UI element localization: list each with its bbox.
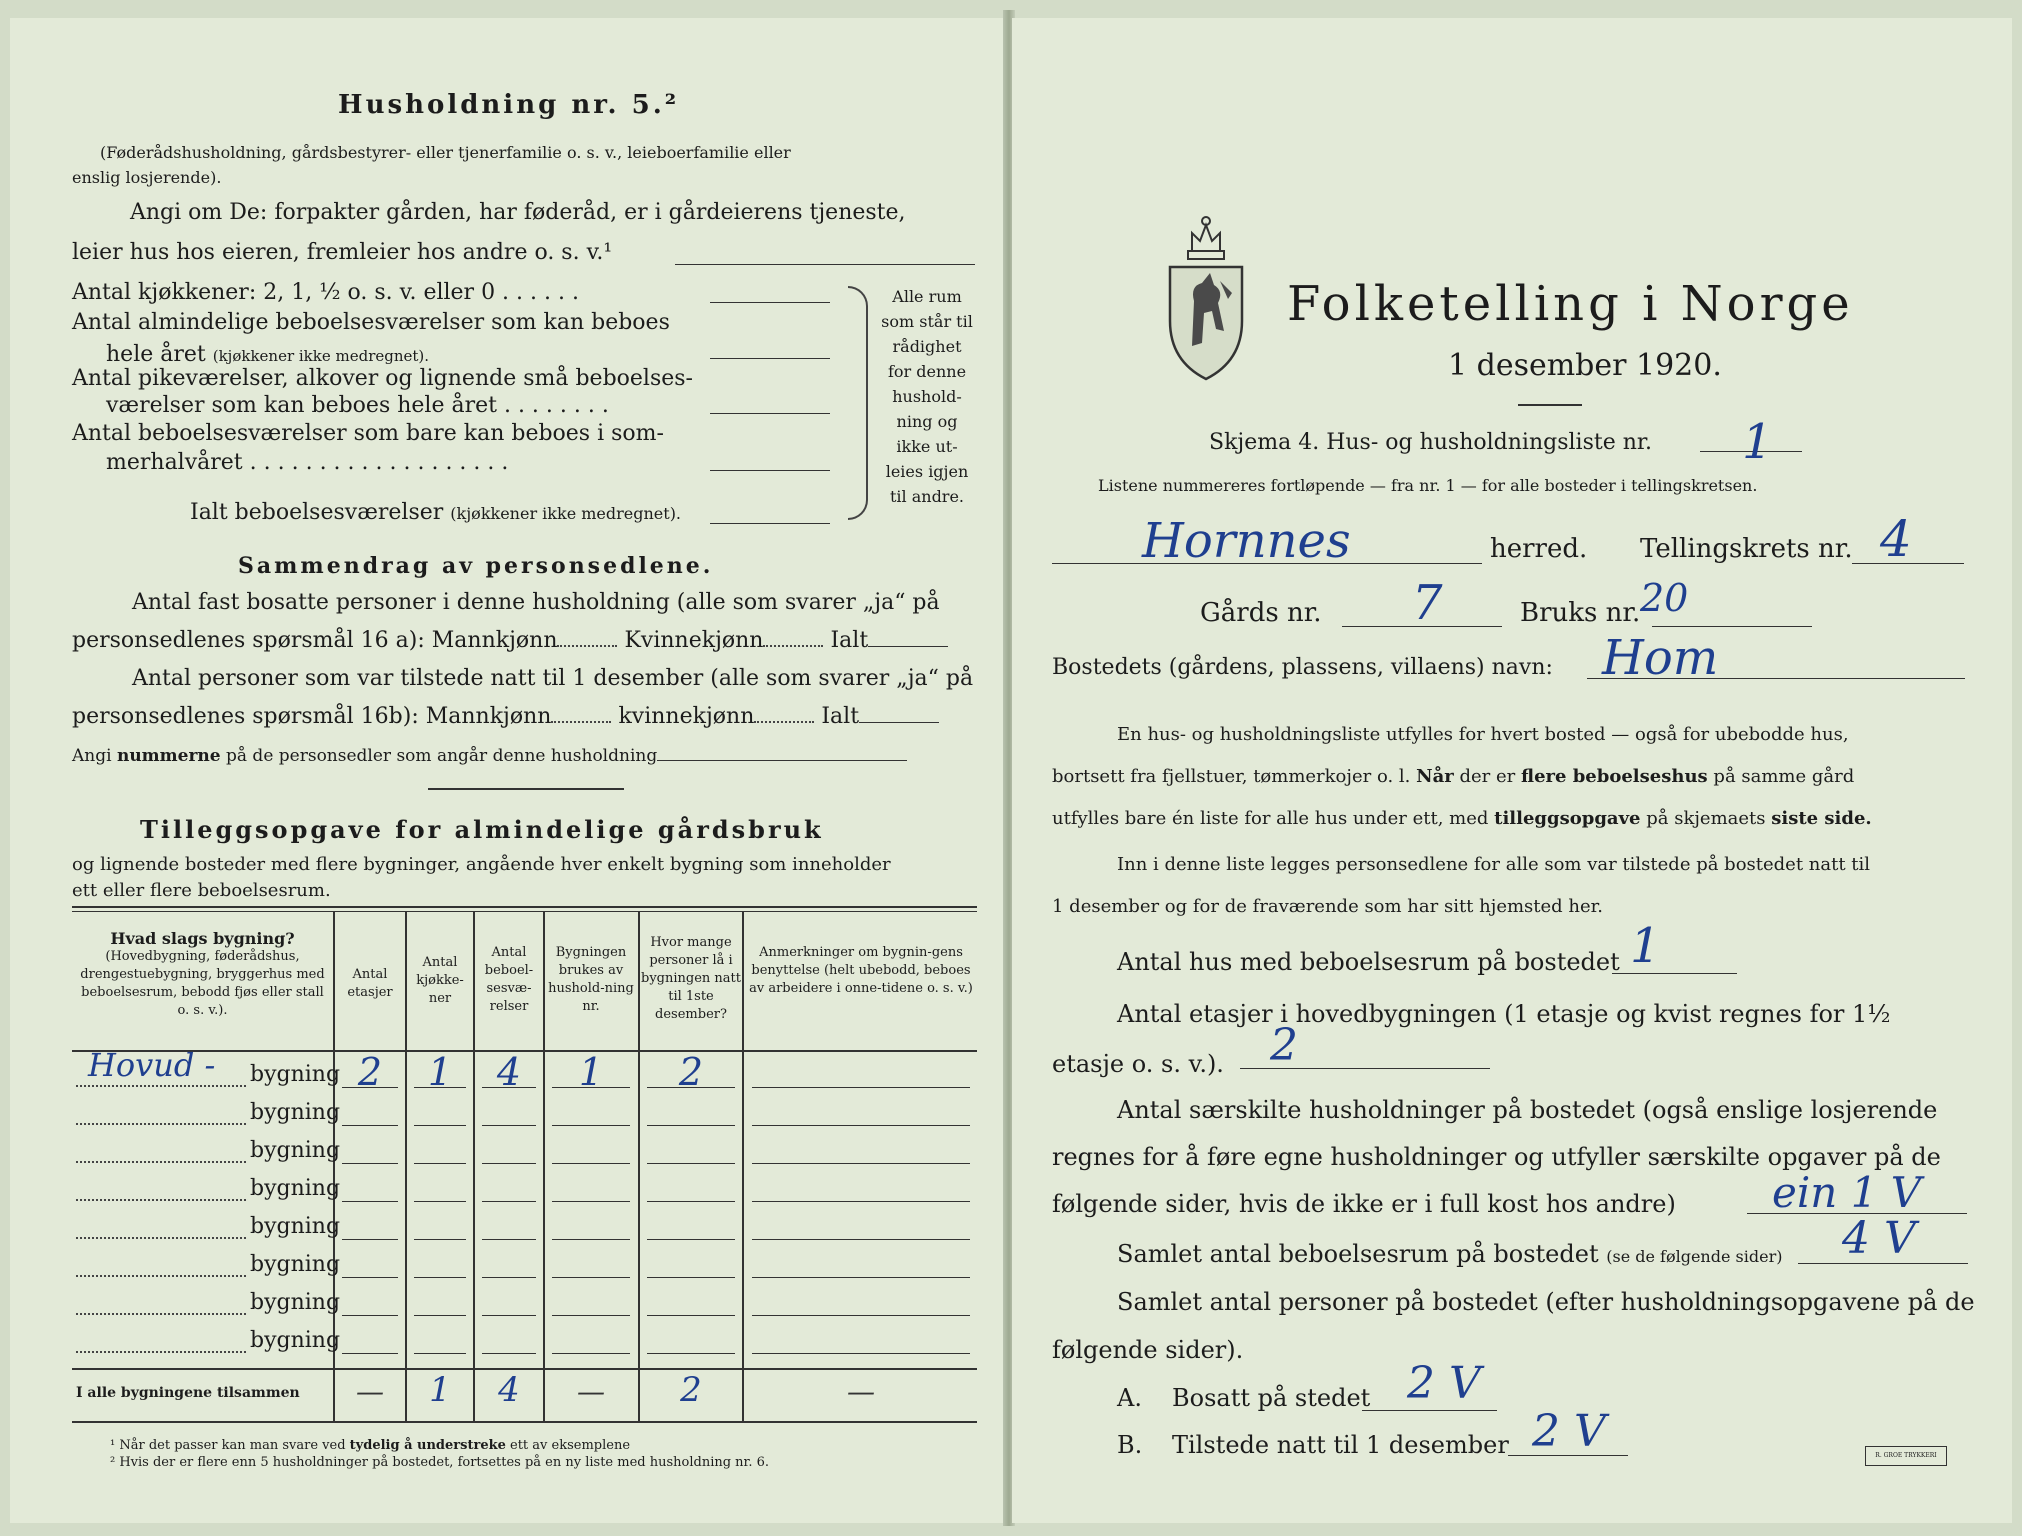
q-rooms: Samlet antal beboelsesrum på bostedet (se de følgende sider) <box>1117 1240 1783 1268</box>
a-text: Bosatt på stedet <box>1172 1384 1371 1412</box>
row-cell-personer: 2 <box>678 1050 704 1094</box>
tellingskrets-number: 4 <box>1880 510 1912 568</box>
total-husholdning: — <box>577 1375 605 1408</box>
summary-title: Sammendrag av personsedlene. <box>238 553 714 579</box>
bruks-label: Bruks nr. <box>1520 598 1641 628</box>
supp-line2: ett eller flere beboelsesrum. <box>72 880 331 901</box>
total-vaerelser: 4 <box>498 1370 520 1410</box>
row-suffix: bygning <box>250 1328 341 1353</box>
instr3: utfylles bare én liste for alle hus under ett, med tilleggsopgave på skjemaets siste side. <box>1052 808 1872 829</box>
side-note-line: til andre. <box>889 487 965 506</box>
row-suffix: bygning <box>250 1290 341 1315</box>
side-note-line: som står til <box>881 312 973 331</box>
total-etasjer: — <box>356 1375 384 1408</box>
row-cell-kjokkener: 1 <box>427 1050 453 1094</box>
col-header-etasjer: Antal etasjer <box>347 967 393 1000</box>
total-rooms-line: Ialt beboelsesværelser (kjøkkener ikke medregnet). <box>190 500 682 525</box>
kitchen-line: Antal kjøkkener: 2, 1, ½ o. s. v. eller 0 . . . . . . <box>72 280 579 305</box>
tellingskrets-label: Tellingskrets nr. <box>1640 534 1853 564</box>
q-floors2: etasje o. s. v.). <box>1052 1050 1224 1078</box>
form-title: Folketelling i Norge <box>1287 276 1854 332</box>
rooms-line1: Antal almindelige beboelsesværelser som kan beboes <box>72 310 670 335</box>
row-cell-husholdning: 1 <box>578 1050 604 1094</box>
q-persons1: Samlet antal personer på bostedet (efter husholdningsopgavene på de <box>1117 1288 1975 1316</box>
q-hh2: regnes for å føre egne husholdninger og utfyller særskilte opgaver på de <box>1052 1143 1941 1171</box>
schema-line: Skjema 4. Hus- og husholdningsliste nr. <box>1209 430 1652 455</box>
row-suffix: bygning <box>250 1062 341 1087</box>
gards-label: Gårds nr. <box>1200 598 1322 628</box>
row-cell-vaerelser: 4 <box>496 1050 522 1094</box>
b-value: 2 V <box>1532 1406 1606 1457</box>
household-paren: (Føderådshusholdning, gårdsbestyrer- eller tjenerfamilie o. s. v., leieboerfamilie eller <box>100 143 791 162</box>
gards-number: 7 <box>1412 575 1443 631</box>
col-header-kjokkener: Antal kjøkke-ner <box>416 955 464 1006</box>
total-kjokkener: 1 <box>429 1370 451 1410</box>
instr4: Inn i denne liste legges personsedlene for alle som var tilstede på bostedet natt til <box>1117 854 1871 875</box>
left-page <box>10 18 1006 1523</box>
row-suffix: bygning <box>250 1214 341 1239</box>
sum-line4: personsedlenes spørsmål 16b): Mannkjønn kvinnekjønn Ialt <box>72 704 939 729</box>
angi-line2: leier hus hos eieren, fremleier hos andre o. s. v.¹ <box>72 240 613 265</box>
a-label: A. <box>1117 1384 1142 1412</box>
q-hh3: følgende sider, hvis de ikke er i full kost hos andre) <box>1052 1190 1676 1218</box>
supp-line1: og lignende bosteder med flere bygninger, angående hver enkelt bygning som inneholder <box>72 854 891 875</box>
side-note-line: Alle rum <box>892 287 962 306</box>
form-date: 1 desember 1920. <box>1448 348 1722 383</box>
supplement-title: Tilleggsopgave for almindelige gårdsbruk <box>140 815 824 844</box>
q-persons2: følgende sider). <box>1052 1336 1244 1364</box>
sum-line2: personsedlenes spørsmål 16 a): Mannkjønn Kvinnekjønn Ialt <box>72 628 948 653</box>
side-note-line: leies igjen <box>885 462 969 481</box>
herred-label: herred. <box>1490 534 1588 564</box>
maid-line1: Antal pikeværelser, alkover og lignende små beboelses- <box>72 366 693 391</box>
q-hh-value: ein 1 V <box>1772 1168 1922 1217</box>
side-note-line: rådighet <box>892 337 962 356</box>
total-anm: — <box>847 1375 875 1408</box>
q-hh1: Antal særskilte husholdninger på bostedet (også enslige losjerende <box>1117 1096 1938 1124</box>
footnote2: ² Hvis der er flere enn 5 husholdninger på bostedet, fortsettes på en ny liste med husholdning nr. 6. <box>110 1455 770 1470</box>
maid-line2: værelser som kan beboes hele året . . . . . . . . <box>106 393 609 418</box>
row-suffix: bygning <box>250 1252 341 1277</box>
coat-of-arms-icon <box>1162 211 1250 381</box>
col-header-anm: Anmerkninger om bygnin-gens benyttelse (helt ubebodd, beboes av arbeidere i onne-tidene o. s. v.) <box>749 945 973 996</box>
a-value: 2 V <box>1407 1358 1481 1409</box>
row-building-type: Hovud - <box>88 1046 216 1084</box>
schema-number: 1 <box>1742 414 1773 470</box>
bosted-label: Bostedets (gårdens, plassens, villaens) navn: <box>1052 655 1553 680</box>
q-floors-value: 2 <box>1270 1020 1298 1071</box>
rooms-line2: hele året (kjøkkener ikke medregnet). <box>106 342 430 367</box>
summer-line1: Antal beboelsesværelser som bare kan beboes i som- <box>72 421 664 446</box>
row-cell-etasjer: 2 <box>357 1050 383 1094</box>
total-row-label: I alle bygningene tilsammen <box>76 1385 300 1401</box>
bruks-number: 20 <box>1640 576 1689 620</box>
q-floors1: Antal etasjer i hovedbygningen (1 etasje og kvist regnes for 1½ <box>1117 1000 1891 1028</box>
side-note-line: hushold- <box>892 387 962 406</box>
col-header-vaerelser: Antal beboel-sesvæ-relser <box>484 945 534 1014</box>
bosted-name: Hom <box>1602 630 1719 686</box>
side-note <box>872 284 982 509</box>
side-note-line: ikke ut- <box>896 437 958 456</box>
instr2: bortsett fra fjellstuer, tømmerkojer o. l. Når der er flere beboelseshus på samme gård <box>1052 766 1855 787</box>
row-suffix: bygning <box>250 1138 341 1163</box>
footnote1: ¹ Når det passer kan man svare ved tydelig å understreke ett av eksemplene <box>110 1438 631 1453</box>
col-header-type: Hvad slags bygning? (Hovedbygning, føderådshus, drengestuebygning, bryggerhus med beboelsesrum, bebodd fjøs eller stall o. s. v.). <box>75 930 330 1020</box>
side-note-line: ning og <box>896 412 958 431</box>
summer-line2: merhalvåret . . . . . . . . . . . . . . . . . . . <box>106 450 509 475</box>
q-rooms-value: 4 V <box>1842 1213 1916 1264</box>
instr1: En hus- og husholdningsliste utfylles for hvert bosted — også for ubebodde hus, <box>1117 724 1849 745</box>
col-header-husholdning: Bygningen brukes av hushold-ning nr. <box>548 945 634 1014</box>
sum-line1: Antal fast bosatte personer i denne husholdning (alle som svarer „ja“ på <box>132 590 940 615</box>
q-houses-value: 1 <box>1630 918 1661 974</box>
angi-line1: Angi om De: forpakter gården, har føderåd, er i gårdeierens tjeneste, <box>130 200 906 225</box>
sum-line3: Antal personer som var tilstede natt til 1 desember (alle som svarer „ja“ på <box>132 666 974 691</box>
sum-line5: Angi nummerne på de personsedler som angår denne husholdning <box>72 746 907 766</box>
row-suffix: bygning <box>250 1176 341 1201</box>
herred-name: Hornnes <box>1142 513 1351 569</box>
col-header-personer: Hvor mange personer lå i bygningen natt til 1ste desember? <box>641 935 741 1022</box>
side-note-line: for denne <box>887 362 967 381</box>
right-page <box>1012 18 2012 1523</box>
b-label: B. <box>1117 1431 1143 1459</box>
row-suffix: bygning <box>250 1100 341 1125</box>
col-header-type-desc: (Hovedbygning, føderådshus, drengestuebygning, bryggerhus med beboelsesrum, bebodd fjøs eller stall o. s. v.). <box>80 949 325 1018</box>
listene-note: Listene nummereres fortløpende — fra nr. 1 — for alle bosteder i tellingskretsen. <box>1098 476 1758 495</box>
b-text: Tilstede natt til 1 desember <box>1172 1431 1509 1459</box>
instr5: 1 desember og for de fraværende som har sitt hjemsted her. <box>1052 896 1603 917</box>
q-houses: Antal hus med beboelsesrum på bostedet <box>1117 948 1620 976</box>
printer-stamp: R. GROE TRYKKERI <box>1865 1446 1947 1466</box>
total-personer: 2 <box>680 1370 702 1410</box>
household-title: Husholdning nr. 5.² <box>338 90 680 120</box>
household-paren2: enslig losjerende). <box>72 168 222 187</box>
